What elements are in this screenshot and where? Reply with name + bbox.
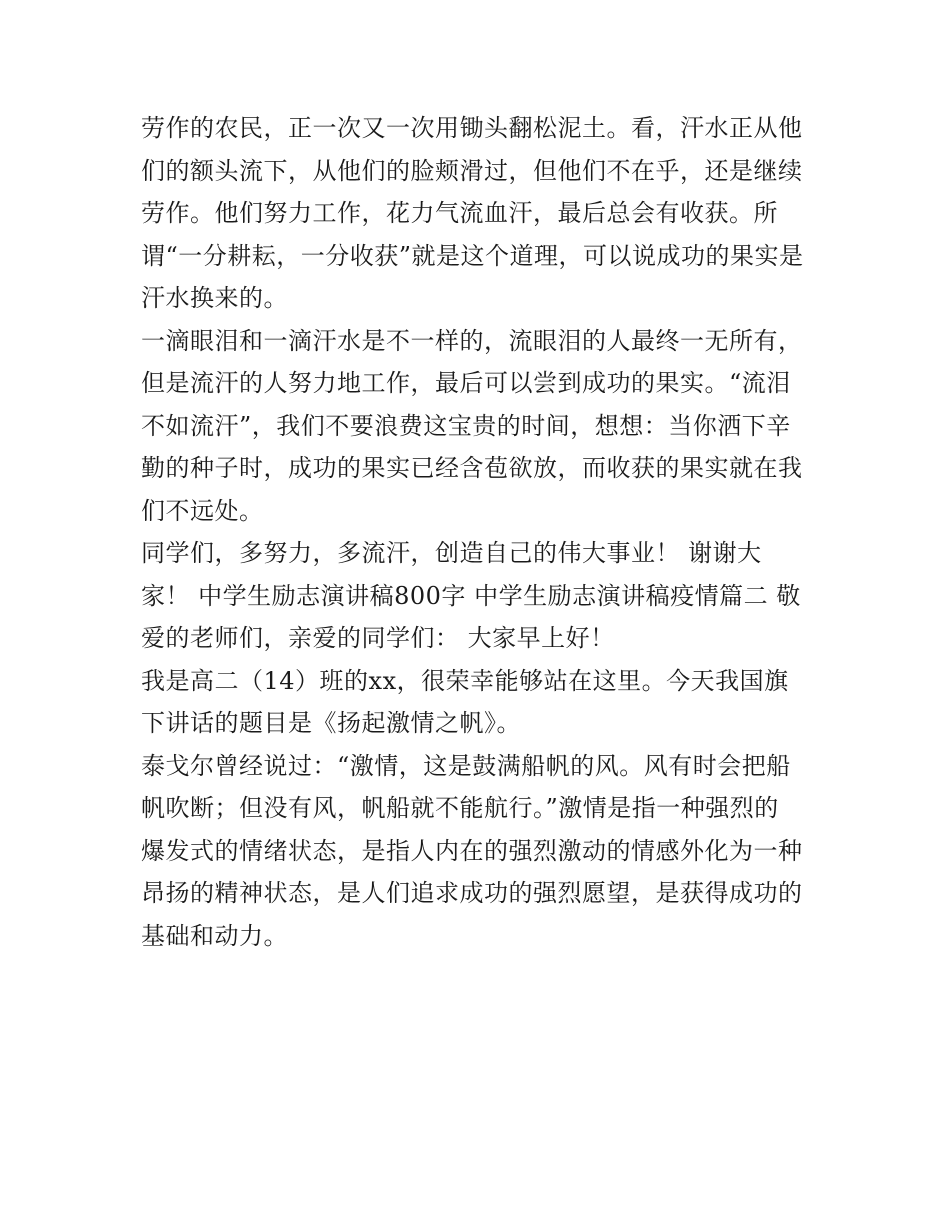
text-line: 谓“一分耕耘，一分收获”就是这个道理，可以说成功的果实是 (141, 241, 804, 270)
text-line: 家！ 中学生励志演讲稿800字 中学生励志演讲稿疫情篇二 敬 (141, 581, 801, 610)
text-line: 一滴眼泪和一滴汗水是不一样的，流眼泪的人最终一无所有， (141, 326, 803, 355)
text-line: 同学们，多努力，多流汗，创造自己的伟大事业！ 谢谢大 (141, 539, 762, 567)
text-line: 但是流汗的人努力地工作，最后可以尝到成功的果实。“流泪 (141, 369, 791, 397)
text-line: 们不远处。 (141, 496, 264, 525)
text-line: 泰戈尔曾经说过：“激情，这是鼓满船帆的风。风有时会把船 (141, 751, 791, 780)
paragraph-speaker-intro (141, 660, 816, 745)
text-line: 劳作。他们努力工作，花力气流血汗，最后总会有收获。所 (141, 199, 778, 227)
text-line: 劳作的农民，正一次又一次用锄头翻松泥土。看，汗水正从他 (141, 114, 803, 142)
text-line: 勤的种子时，成功的果实已经含苞欲放，而收获的果实就在我 (141, 454, 803, 482)
text-line: 爱的老师们，亲爱的同学们： 大家早上好！ (141, 624, 615, 652)
text-line: 基础和动力。 (141, 921, 288, 950)
paragraph-closing-and-title (141, 532, 816, 660)
text-line: 爆发式的情绪状态，是指人内在的强烈激动的情感外化为一种 (141, 836, 803, 865)
text-line: 不如流汗”，我们不要浪费这宝贵的时间，想想：当你洒下辛 (141, 411, 791, 440)
text-line: 帆吹断；但没有风，帆船就不能航行。”激情是指一种强烈的 (141, 794, 779, 822)
paragraph-tagore-quote (141, 745, 816, 958)
text-line: 们的额头流下，从他们的脸颊滑过，但他们不在乎，还是继续 (141, 156, 803, 185)
text-line: 下讲话的题目是《扬起激情之帆》。 (141, 709, 521, 737)
document-body (141, 107, 816, 957)
paragraph-tears-and-sweat (141, 320, 816, 533)
text-line: 汗水换来的。 (141, 284, 288, 312)
text-line: 我是高二（14）班的xx，很荣幸能够站在这里。今天我国旗 (141, 666, 789, 695)
text-line: 昂扬的精神状态，是人们追求成功的强烈愿望，是获得成功的 (141, 879, 803, 907)
paragraph-farmers-sweat (141, 107, 816, 320)
